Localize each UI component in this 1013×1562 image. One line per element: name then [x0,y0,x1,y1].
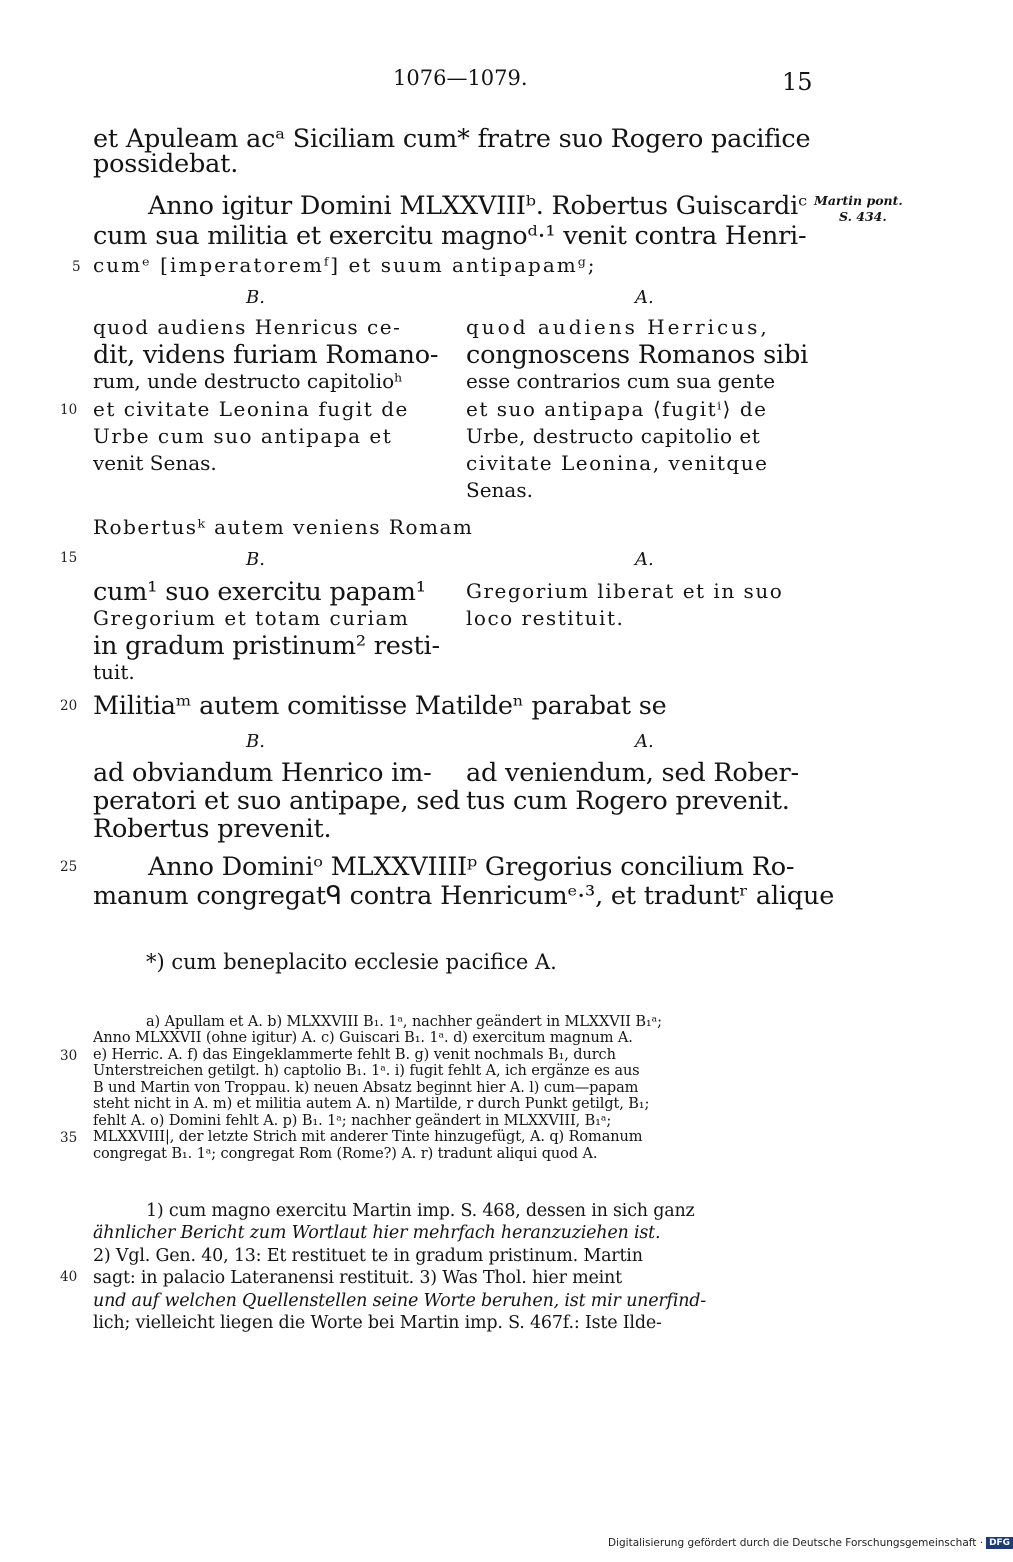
col-left-line: Robertus prevenit. [93,814,332,844]
column-head-left: B. [246,731,265,752]
apparatus-line: e) Herric. A. f) das Eingeklammerte fehlt B. g) venit nochmals B₁, durch [93,1047,616,1063]
text-line: possidebat. [93,149,239,179]
column-head-left: B. [246,549,265,570]
text-line: et Apuleam acᵃ Siciliam cum* fratre suo Rogero pacifice [93,124,811,154]
dfg-logo: DFG [986,1537,1013,1549]
apparatus-line: Anno MLXXVII (ohne igitur) A. c) Guiscari B₁. 1ᵃ. d) exercitum magnum A. [93,1030,633,1046]
col-right-line: quod audiens Herricus, [466,315,770,339]
col-right-line: congnoscens Romanos sibi [466,340,809,370]
text-line: Robertusᵏ autem veniens Romam [93,515,474,539]
page-number: 15 [782,68,813,96]
text-line: Militiaᵐ autem comitisse Matildeⁿ parabat se [93,691,667,721]
col-left-line: cum¹ suo exercitu papam¹ [93,577,426,607]
apparatus-line: a) Apullam et A. b) MLXXVIII B₁. 1ᵃ, nachher geändert in MLXXVII B₁ᵃ; [146,1014,662,1030]
apparatus-line: steht nicht in A. m) et militia autem A. n) Martilde, r durch Punkt getilgt, B₁; [93,1096,650,1112]
col-left-line: et civitate Leonina fugit de [93,397,409,421]
asterisk-note: *) cum beneplacito ecclesie pacifice A. [146,950,557,974]
column-head-right: A. [635,287,654,308]
running-title: 1076—1079. [393,66,528,90]
col-left-line: venit Senas. [93,451,217,475]
col-left-line: tuit. [93,660,135,684]
apparatus-line: fehlt A. o) Domini fehlt A. p) B₁. 1ᵃ; nachher geändert in MLXXVIII, B₁ᵃ; [93,1113,612,1129]
col-left-line: dit, videns furiam Romano- [93,340,439,370]
col-left-line: Urbe cum suo antipapa et [93,424,393,448]
text-line: Anno Dominiᵒ MLXXVIIIIᵖ Gregorius concilium Ro- [148,852,795,882]
text-line: manum congregatᑫ contra Henricumᵉ·³, et traduntʳ alique [93,881,835,911]
digitization-credit [608,1537,1011,1549]
col-left-line: ad obviandum Henrico im- [93,758,432,788]
line-number-10: 10 [60,402,78,418]
col-right-line: Senas. [466,478,533,502]
column-head-right: A. [635,549,654,570]
apparatus-line: congregat B₁. 1ᵃ; congregat Rom (Rome?) A. r) tradunt aliqui quod A. [93,1146,598,1162]
text-line: Anno igitur Domini MLXXVIIIᵇ. Robertus Guiscardiᶜ [148,191,807,221]
note-line: sagt: in palacio Lateranensi restituit. 3) Was Thol. hier meint [93,1268,622,1288]
text-line: cumᵉ [imperatoremᶠ] et suum antipapamᵍ; [93,253,597,277]
sidenote-line1: Martin pont. [814,193,903,208]
sidenote-line2: S. 434. [839,209,887,224]
note-line: lich; vielleicht liegen die Worte bei Martin imp. S. 467f.: Iste Ilde- [93,1313,662,1333]
col-right-line: esse contrarios cum sua gente [466,369,776,393]
apparatus-line: MLXXVIII|, der letzte Strich mit anderer Tinte hinzugefügt, A. q) Romanum [93,1129,643,1145]
col-right-line: loco restituit. [466,606,625,630]
note-line: und auf welchen Quellenstellen seine Worte beruhen, ist mir unerfind- [93,1291,707,1311]
col-left-line: peratori et suo antipape, sed [93,786,461,816]
col-right-line: civitate Leonina, venitque [466,451,769,475]
line-number-35: 35 [60,1130,78,1146]
line-number-25: 25 [60,859,78,875]
note-line: 2) Vgl. Gen. 40, 13: Et restituet te in gradum pristinum. Martin [93,1246,643,1266]
col-right-line: Urbe, destructo capitolio et [466,424,761,448]
col-left-line: Gregorium et totam curiam [93,606,410,630]
line-number-30: 30 [60,1048,78,1064]
column-head-left: B. [246,287,265,308]
credit-text: Digitalisierung gefördert durch die Deutsche Forschungsgemeinschaft · [608,1537,984,1549]
col-left-line: rum, unde destructo capitolioʰ [93,369,403,393]
col-right-line: et suo antipapa ⟨fugitⁱ⟩ de [466,397,768,421]
note-line: ähnlicher Bericht zum Wortlaut hier mehrfach heranzuziehen ist. [93,1223,661,1243]
col-right-line: tus cum Rogero prevenit. [466,786,790,816]
col-right-line: Gregorium liberat et in suo [466,579,784,603]
apparatus-line: B und Martin von Troppau. k) neuen Absatz beginnt hier A. l) cum—papam [93,1080,639,1096]
col-left-line: quod audiens Henricus ce- [93,315,402,339]
apparatus-line: Unterstreichen getilgt. h) captolio B₁. 1ᵃ. i) fugit fehlt A, ich ergänze es aus [93,1063,640,1079]
text-line: cum sua militia et exercitu magnoᵈ·¹ venit contra Henri- [93,221,807,251]
note-line: 1) cum magno exercitu Martin imp. S. 468, dessen in sich ganz [146,1201,695,1221]
line-number-40: 40 [60,1269,78,1285]
col-right-line: ad veniendum, sed Rober- [466,758,799,788]
column-head-right: A. [635,731,654,752]
line-number-5: 5 [72,259,81,275]
line-number-20: 20 [60,698,78,714]
col-left-line: in gradum pristinum² resti- [93,631,440,661]
line-number-15: 15 [60,550,78,566]
